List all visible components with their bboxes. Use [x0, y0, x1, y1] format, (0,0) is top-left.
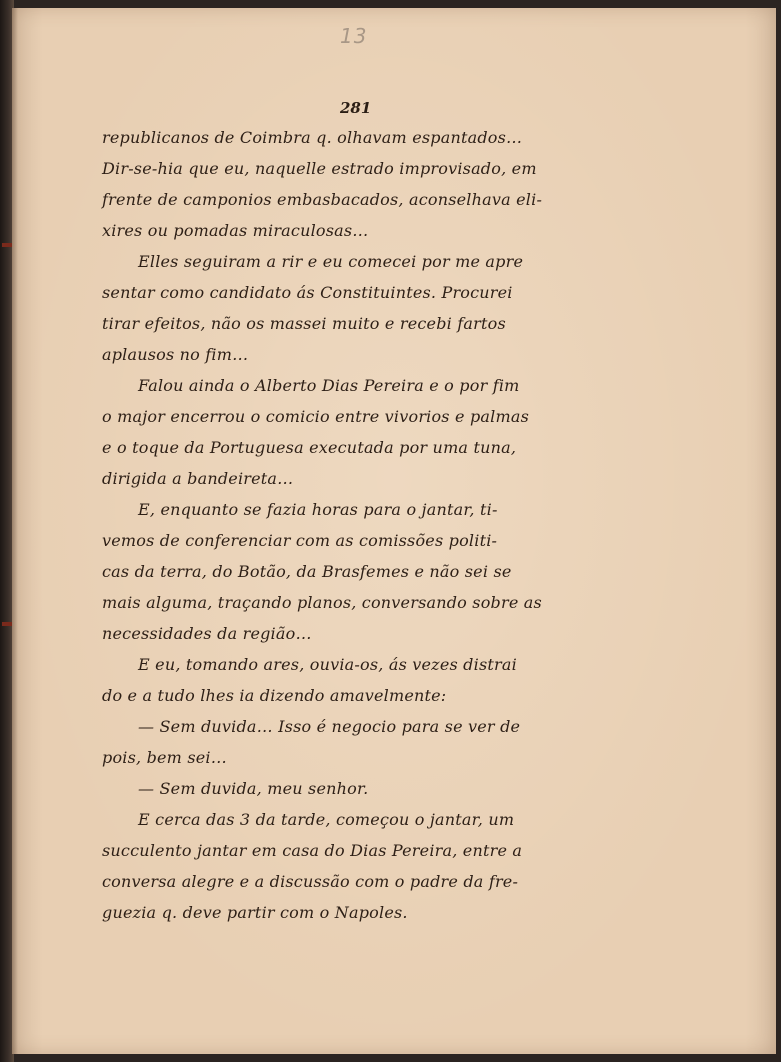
- page-number: 281: [340, 99, 372, 117]
- handwritten-line: succulento jantar em casa do Dias Pereira, entre a: [102, 841, 523, 860]
- handwritten-line: tirar efeitos, não os massei muito e recebi fartos: [102, 314, 506, 333]
- handwritten-line: mais alguma, traçando planos, conversando sobre as: [102, 593, 542, 612]
- handwritten-line: pois, bem sei…: [102, 748, 227, 767]
- handwritten-line: Dir-se-hia que eu, naquelle estrado improvisado, em: [102, 159, 537, 178]
- binding-mark: [2, 622, 12, 626]
- handwritten-line: — Sem duvida… Isso é negocio para se ver de: [138, 717, 521, 736]
- handwritten-line: republicanos de Coimbra q. olhavam espantados…: [102, 128, 523, 147]
- handwritten-text-block: [102, 122, 602, 928]
- handwritten-line: dirigida a bandeireta…: [102, 469, 294, 488]
- handwritten-line: e o toque da Portuguesa executada por uma tuna,: [102, 438, 517, 457]
- handwritten-line: guezia q. deve partir com o Napoles.: [102, 903, 408, 922]
- handwritten-line: o major encerrou o comicio entre vivorios e palmas: [102, 407, 529, 426]
- handwritten-line: Elles seguiram a rir e eu comecei por me apre: [138, 252, 524, 271]
- handwritten-line: frente de camponios embasbacados, aconselhava eli-: [102, 190, 543, 209]
- binding-mark: [2, 243, 12, 247]
- handwritten-line: conversa alegre e a discussão com o padre da fre-: [102, 872, 519, 891]
- handwritten-line: E eu, tomando ares, ouvia-os, ás vezes distrai: [138, 655, 517, 674]
- handwritten-line: E cerca das 3 da tarde, começou o jantar, um: [138, 810, 515, 829]
- handwritten-line: necessidades da região…: [102, 624, 312, 643]
- handwritten-line: vemos de conferenciar com as comissões politi-: [102, 531, 498, 550]
- handwritten-line: Falou ainda o Alberto Dias Pereira e o por fim: [138, 376, 520, 395]
- folio-mark: 13: [340, 24, 368, 48]
- handwritten-line: do e a tudo lhes ia dizendo amavelmente:: [102, 686, 447, 705]
- page-fold-shadow: [12, 8, 18, 1054]
- handwritten-line: cas da terra, do Botão, da Brasfemes e não sei se: [102, 562, 512, 581]
- handwritten-line: E, enquanto se fazia horas para o jantar, ti-: [138, 500, 498, 519]
- handwritten-line: xires ou pomadas miraculosas…: [102, 221, 369, 240]
- handwritten-line: aplausos no fim…: [102, 345, 249, 364]
- handwritten-line: — Sem duvida, meu senhor.: [138, 779, 369, 798]
- handwritten-line: sentar como candidato ás Constituintes. Procurei: [102, 283, 513, 302]
